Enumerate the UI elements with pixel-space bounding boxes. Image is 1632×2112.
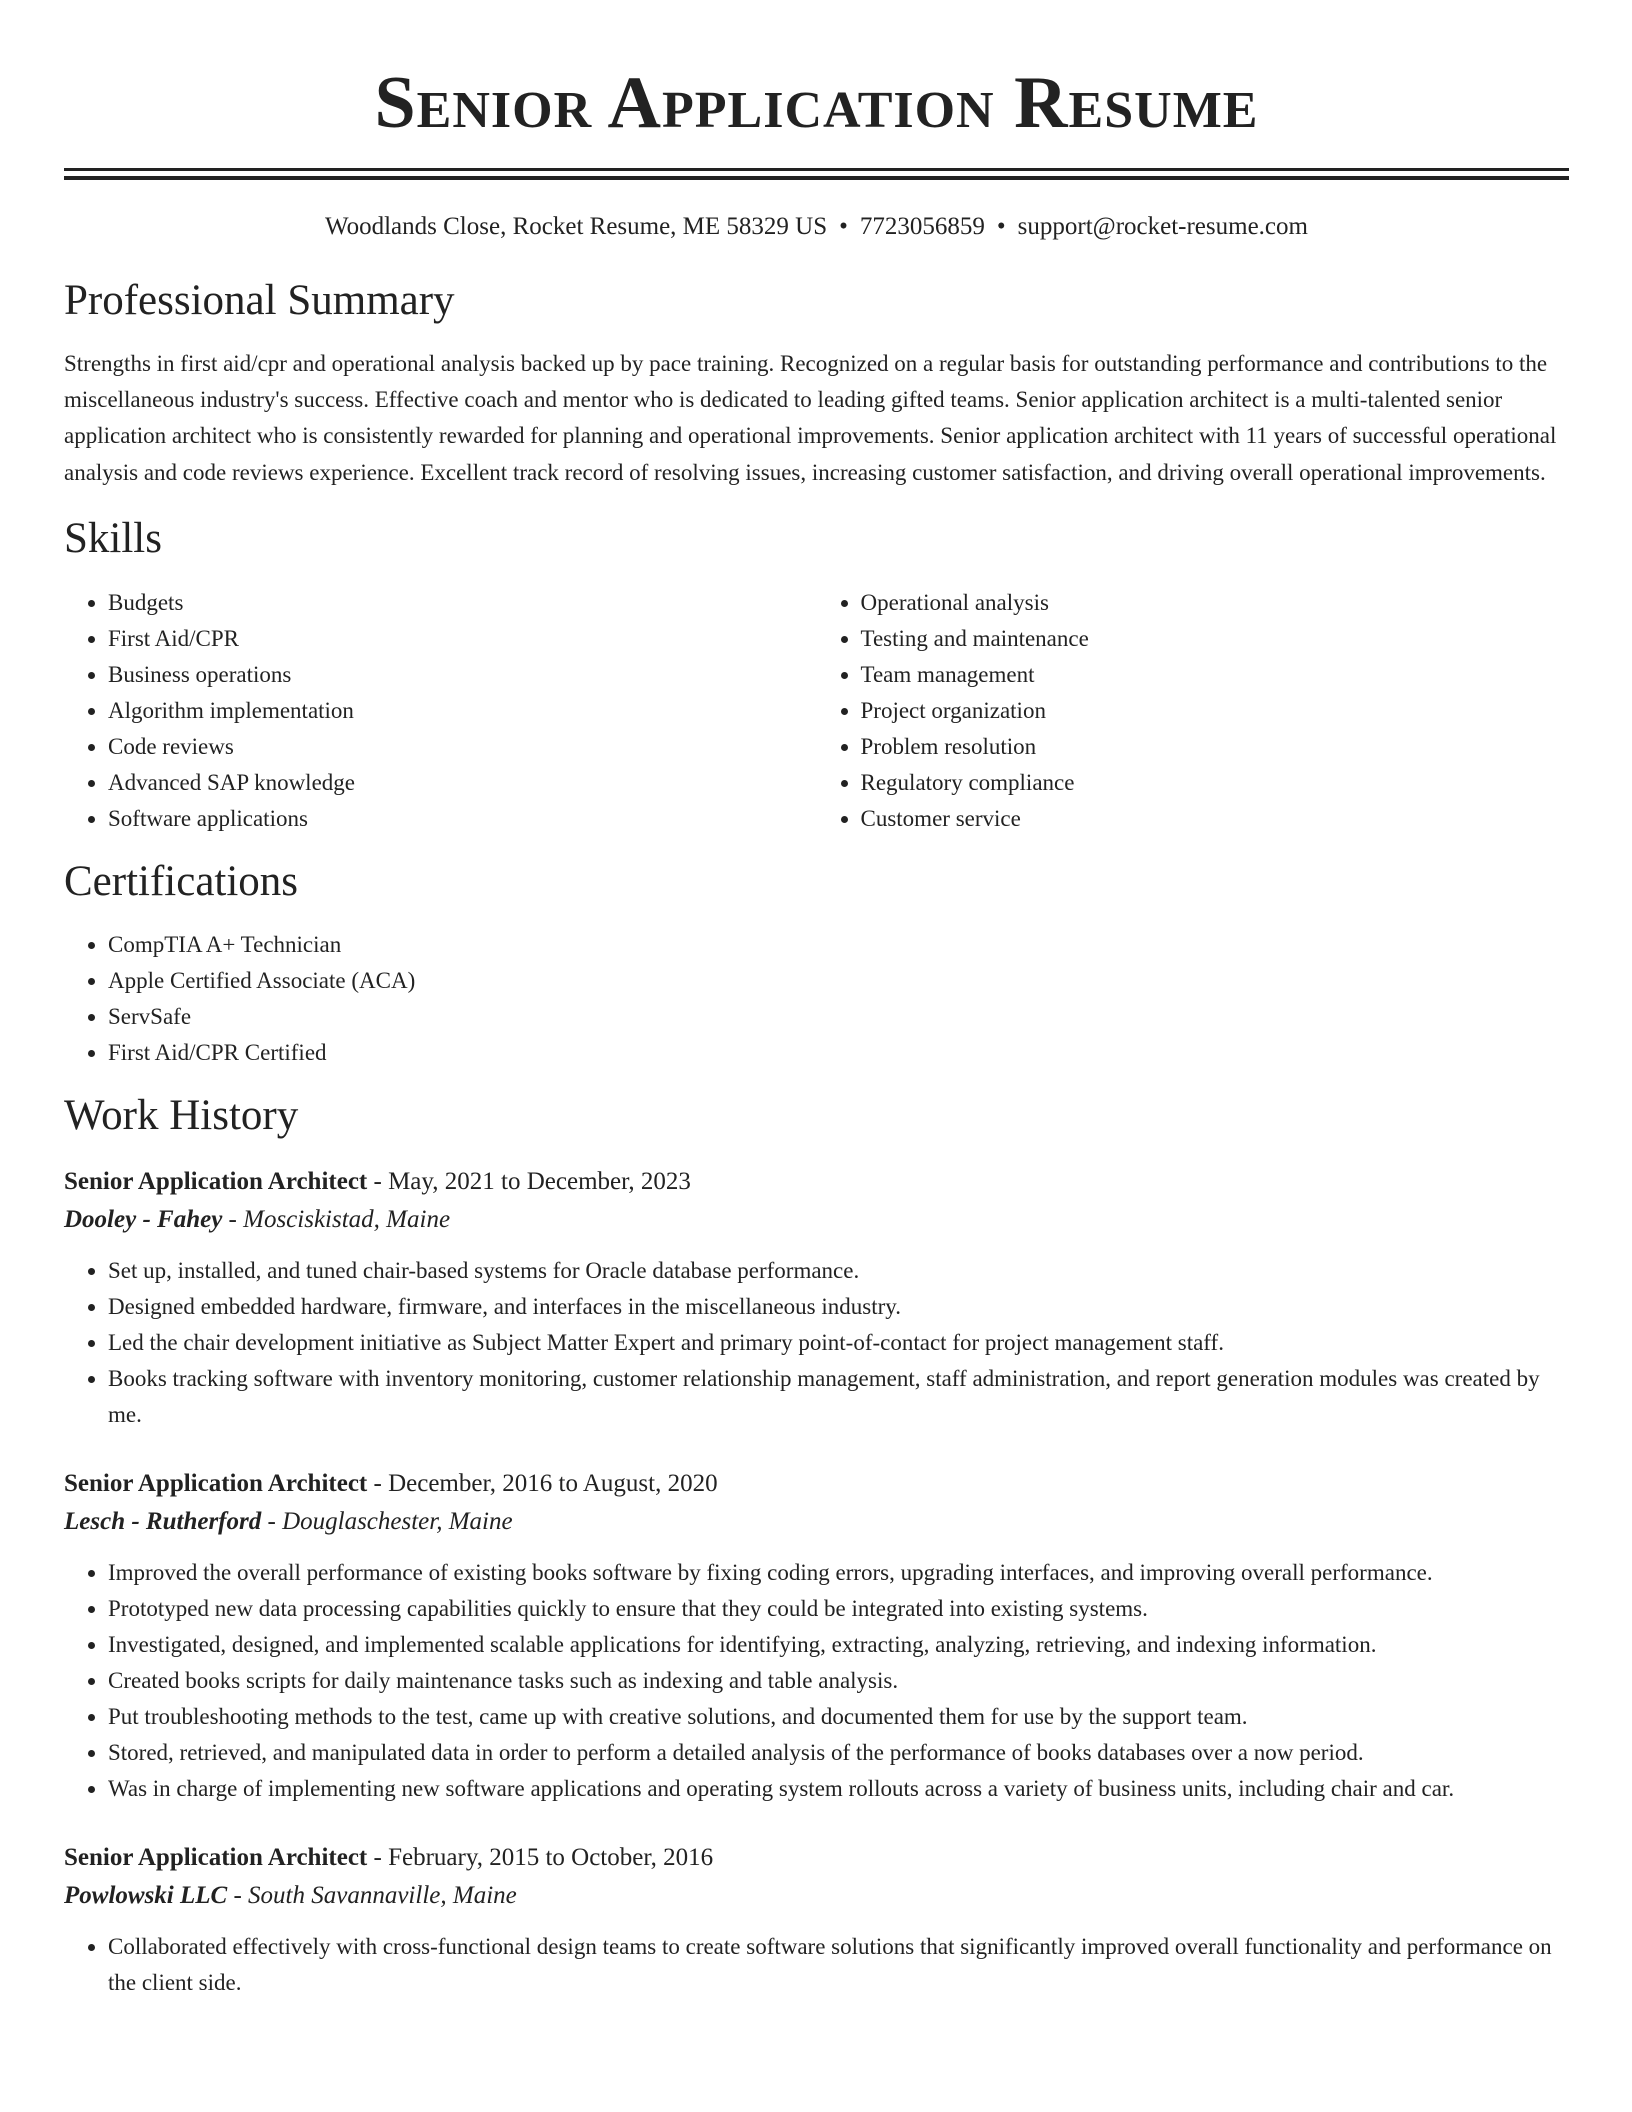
job-dates: December, 2016 to August, 2020 xyxy=(388,1469,718,1497)
resume-name: Senior Application Resume xyxy=(374,62,1259,144)
contact-separator: • xyxy=(839,213,848,240)
job-bullet: • Set up, installed, and tuned chair-based systems for Oracle database performance. xyxy=(108,1253,1569,1289)
contact-phone: 7723056859 xyxy=(859,213,985,240)
job-location: South Savannaville, Maine xyxy=(248,1881,517,1909)
skill-item: • Testing and maintenance xyxy=(861,621,1570,657)
dash: - xyxy=(222,1205,244,1233)
job-company: Lesch - Rutherford xyxy=(64,1507,262,1535)
certification-item: • CompTIA A+ Technician xyxy=(108,927,1569,963)
skill-item: • Customer service xyxy=(861,801,1570,837)
skill-item: • Advanced SAP knowledge xyxy=(108,765,817,801)
contact-address: Woodlands Close, Rocket Resume, ME 58329 US xyxy=(325,213,828,240)
job-bullet: • Books tracking software with inventory monitoring, customer relationship management, staff administration, and report generation modules was created by me. xyxy=(108,1361,1569,1433)
skills-heading: Skills xyxy=(64,514,162,562)
job-company: Dooley - Fahey xyxy=(64,1205,223,1233)
job-title: Senior Application Architect xyxy=(64,1469,368,1497)
contact-separator: • xyxy=(996,213,1006,240)
job-dates: February, 2015 to October, 2016 xyxy=(388,1843,714,1871)
skills-list xyxy=(64,585,1569,837)
dash: - xyxy=(367,1843,389,1871)
job-title: Senior Application Architect xyxy=(64,1167,368,1195)
job-entry xyxy=(64,1839,1569,2001)
dash: - xyxy=(367,1167,389,1195)
job-bullet: • Put troubleshooting methods to the test, came up with creative solutions, and documented them for use by the support team. xyxy=(108,1699,1569,1735)
skill-item: • Project organization xyxy=(861,693,1570,729)
summary-heading: Professional Summary xyxy=(64,277,455,324)
header-rule-top xyxy=(64,168,1569,171)
job-dates: May, 2021 to December, 2023 xyxy=(388,1167,691,1195)
job-bullets xyxy=(64,1929,1569,2001)
contact-line xyxy=(64,210,1569,244)
job-entry xyxy=(64,1465,1569,1807)
dash: - xyxy=(367,1469,389,1497)
job-location: Douglaschester, Maine xyxy=(282,1507,513,1535)
skill-item: • Algorithm implementation xyxy=(108,693,817,729)
skill-item: • Problem resolution xyxy=(861,729,1570,765)
certification-item: • Apple Certified Associate (ACA) xyxy=(108,963,1569,999)
skill-item: • Business operations xyxy=(108,657,817,693)
skills-column-right xyxy=(817,585,1570,837)
certifications-heading: Certifications xyxy=(64,857,299,905)
job-bullet: • Collaborated effectively with cross-functional design teams to create software solutions that significantly improved overall functionality and performance on the client side. xyxy=(108,1929,1569,2001)
job-bullet: • Stored, retrieved, and manipulated data in order to perform a detailed analysis of the performance of books databases over a now period. xyxy=(108,1735,1569,1771)
job-title-line xyxy=(64,1163,1569,1201)
job-bullet: • Designed embedded hardware, firmware, and interfaces in the miscellaneous industry. xyxy=(108,1289,1569,1325)
resume-page xyxy=(64,0,1569,2001)
dash: - xyxy=(261,1507,283,1535)
skill-item: • Budgets xyxy=(108,585,817,621)
job-title: Senior Application Architect xyxy=(64,1843,368,1871)
certification-item: • First Aid/CPR Certified xyxy=(108,1035,1569,1071)
skill-item: • First Aid/CPR xyxy=(108,621,817,657)
job-bullet: • Investigated, designed, and implemented scalable applications for identifying, extracting, analyzing, retrieving, and indexing information. xyxy=(108,1627,1569,1663)
skill-item: • Code reviews xyxy=(108,729,817,765)
header-rule-bottom xyxy=(64,176,1569,180)
job-company-line xyxy=(64,1503,1569,1541)
work-history-heading: Work History xyxy=(64,1091,299,1139)
job-title-line xyxy=(64,1839,1569,1877)
skill-item: • Team management xyxy=(861,657,1570,693)
skill-item: • Regulatory compliance xyxy=(861,765,1570,801)
job-company-line xyxy=(64,1201,1569,1239)
summary-text: Strengths in first aid/cpr and operational analysis backed up by pace training. Recognized on a regular basis for outstanding performance and contributions to the miscellaneous industry's success. Effective coach and mentor who is dedicated to leading gifted teams. Senior application architect is a multi-talented senior application architect who is consistently rewarded for planning and operational improvements. Senior application architect with 11 years of successful operational analysis and code reviews experience. Excellent track record of resolving issues, increasing customer satisfaction, and driving overall operational improvements. xyxy=(64,351,1557,485)
skills-column-left xyxy=(64,585,817,837)
job-bullet: • Improved the overall performance of existing books software by fixing coding errors, upgrading interfaces, and improving overall performance. xyxy=(108,1555,1569,1591)
contact-email: support@rocket-resume.com xyxy=(1017,213,1308,240)
skill-item: • Software applications xyxy=(108,801,817,837)
job-company-line xyxy=(64,1877,1569,1915)
job-bullets xyxy=(64,1253,1569,1433)
job-location: Mosciskistad, Maine xyxy=(243,1205,451,1233)
job-entry xyxy=(64,1163,1569,1433)
skill-item: • Operational analysis xyxy=(861,585,1570,621)
job-company: Powlowski LLC xyxy=(64,1881,228,1909)
job-bullets xyxy=(64,1555,1569,1807)
job-bullet: • Led the chair development initiative as Subject Matter Expert and primary point-of-contact for project management staff. xyxy=(108,1325,1569,1361)
dash: - xyxy=(227,1881,249,1909)
job-bullet: • Was in charge of implementing new software applications and operating system rollouts across a variety of business units, including chair and car. xyxy=(108,1771,1569,1807)
job-bullet: • Prototyped new data processing capabilities quickly to ensure that they could be integrated into existing systems. xyxy=(108,1591,1569,1627)
job-title-line xyxy=(64,1465,1569,1503)
job-bullet: • Created books scripts for daily maintenance tasks such as indexing and table analysis. xyxy=(108,1663,1569,1699)
certifications-list xyxy=(64,927,1569,1071)
certification-item: • ServSafe xyxy=(108,999,1569,1035)
